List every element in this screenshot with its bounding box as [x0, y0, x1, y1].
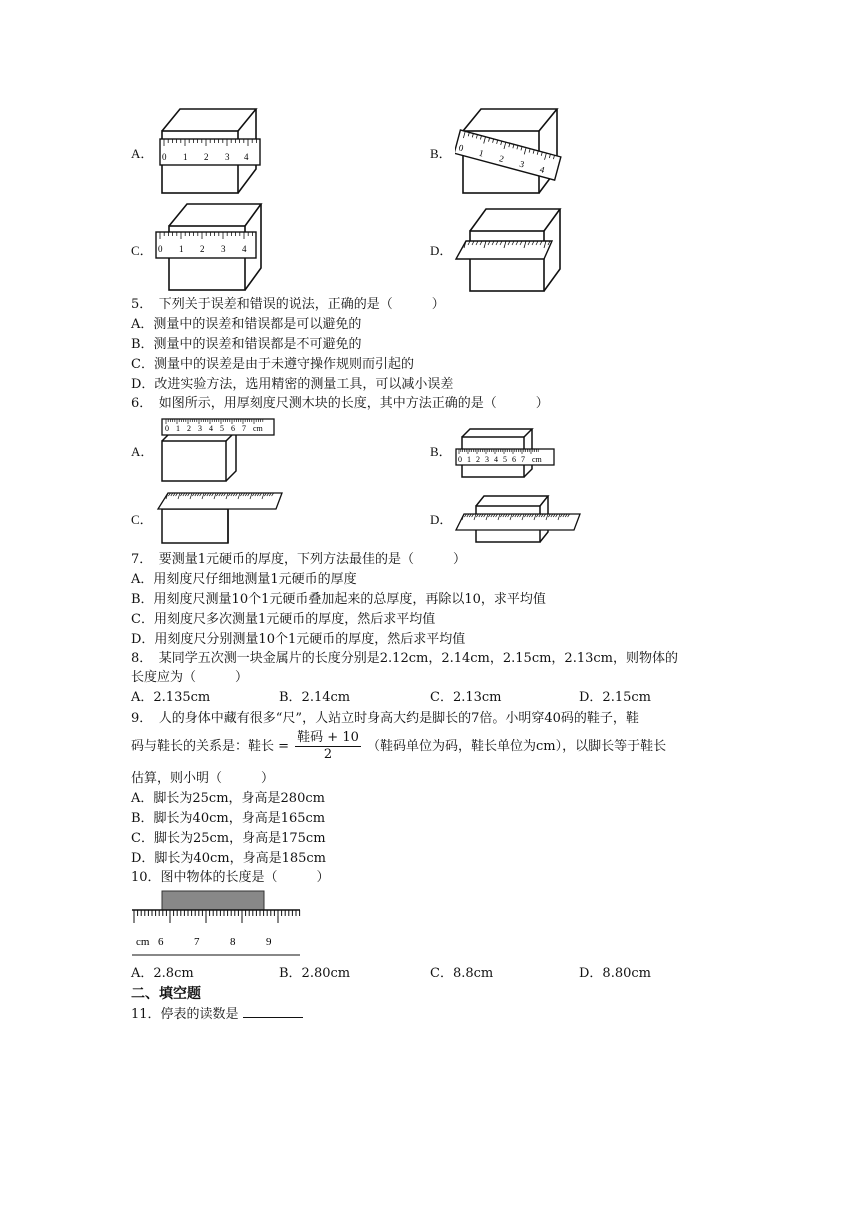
q8-option-c: C．2.13cm	[430, 690, 502, 705]
ruler-digit: 4	[242, 244, 247, 254]
ruler-digit: 0	[458, 455, 462, 464]
ruler-digit: 2	[200, 244, 205, 254]
q6-figure-d	[454, 492, 584, 544]
ruler-digit: 0	[457, 142, 465, 154]
q6-option-a-label: A．	[131, 444, 154, 459]
q9-stem-line3: 估算，则小明（ ）	[131, 771, 275, 786]
q7-option-d: D．用刻度尺分别测量10个1元硬币的厚度，然后求平均值	[131, 632, 466, 647]
ruler-digit: 7	[242, 424, 246, 433]
q8-option-b: B．2.14cm	[279, 690, 351, 705]
ruler-digit: 4	[244, 152, 249, 162]
q9-stem-line2	[131, 730, 666, 763]
q4-figure-c	[155, 200, 267, 296]
q4-figure-d	[452, 203, 567, 295]
ruler-digit: 5	[503, 455, 507, 464]
ruler-digit: 2	[187, 424, 191, 433]
q7-option-c: C．用刻度尺多次测量1元硬币的厚度，然后求平均值	[131, 612, 436, 627]
ruler-digit: 0	[165, 424, 169, 433]
q4-option-d-label: D．	[430, 243, 453, 258]
ruler-digit: 0	[162, 152, 167, 162]
section-heading: 二、填空题	[131, 986, 201, 1002]
ruler-digit: 7	[521, 455, 525, 464]
q9-option-a: A．脚长为25cm，身高是280cm	[131, 791, 325, 806]
ruler-digit: 2	[498, 153, 506, 165]
q11-stem: 11．停表的读数是	[131, 1007, 239, 1022]
ruler-digit: cm	[532, 455, 542, 464]
ruler-digit: 1	[467, 455, 471, 464]
q9-option-b: B．脚长为40cm，身高是165cm	[131, 811, 326, 826]
q9-stem-post: （鞋码单位为码，鞋长单位为cm），以脚长等于鞋长	[367, 739, 667, 754]
q10-option-a: A．2.8cm	[131, 966, 194, 981]
q10-ruler-labels	[136, 936, 272, 948]
q6-figure-b	[454, 425, 559, 481]
q9-fraction-numerator: 鞋码 + 10	[297, 730, 359, 745]
q6-option-d-label: D．	[430, 512, 453, 527]
ruler-digit: 0	[158, 244, 163, 254]
ruler-digit: 3	[485, 455, 489, 464]
q7-option-b: B．用刻度尺测量10个1元硬币叠加起来的总厚度，再除以10，求平均值	[131, 592, 546, 607]
q6-option-c-label: C．	[131, 512, 153, 527]
q8-option-a: A．2.135cm	[131, 690, 211, 705]
q11-answer-blank[interactable]	[243, 1005, 303, 1018]
q10-ruler-figure	[130, 889, 305, 961]
ruler-digit: 6	[231, 424, 235, 433]
ruler-digit: 3	[518, 158, 526, 170]
q9-fraction	[295, 730, 361, 763]
q9-stem-pre: 码与鞋长的关系是：鞋长 =	[131, 739, 290, 754]
ruler-digit: 5	[220, 424, 224, 433]
ruler-digit: 3	[198, 424, 202, 433]
q5-stem: 5． 下列关于误差和错误的说法，正确的是（ ）	[131, 297, 445, 312]
q9-fraction-denominator: 2	[323, 747, 333, 762]
q4-figure-a	[158, 105, 268, 197]
q4-figure-b	[455, 105, 565, 197]
ruler-digit: 2	[204, 152, 209, 162]
q11-line	[131, 1005, 303, 1024]
q5-option-b: B．测量中的误差和错误都是不可避免的	[131, 337, 362, 352]
q6-option-b-label: B．	[430, 444, 452, 459]
q4-option-c-label: C．	[131, 243, 153, 258]
ruler-label: 9	[266, 936, 272, 948]
ruler-digit: 2	[476, 455, 480, 464]
q10-option-c: C．8.8cm	[430, 966, 494, 981]
q8-stem-line2: 长度应为（ ）	[131, 670, 249, 685]
ruler-digit: 3	[225, 152, 230, 162]
q6-figure-a	[158, 417, 278, 483]
q5-option-d: D．改进实验方法，选用精密的测量工具，可以减小误差	[131, 377, 454, 392]
q8-stem-line1: 8． 某同学五次测一块金属片的长度分别是2.12cm，2.14cm，2.15cm，2.13cm，则物体的	[131, 651, 678, 666]
q6-stem: 6． 如图所示，用厚刻度尺测木块的长度，其中方法正确的是（ ）	[131, 396, 549, 411]
ruler-digit: 6	[512, 455, 516, 464]
q5-option-c: C．测量中的误差是由于未遵守操作规则而引起的	[131, 357, 414, 372]
ruler-digit: 1	[179, 244, 184, 254]
q9-option-c: C．脚长为25cm，身高是175cm	[131, 831, 326, 846]
q10-stem: 10．图中物体的长度是（ ）	[131, 870, 330, 885]
q9-option-d: D．脚长为40cm，身高是185cm	[131, 851, 326, 866]
ruler-digit: 4	[494, 455, 498, 464]
ruler-label: 8	[230, 936, 236, 948]
q8-option-d: D．2.15cm	[579, 690, 651, 705]
ruler-label: 6	[158, 936, 164, 948]
ruler-digit: 4	[209, 424, 213, 433]
ruler-digit: 4	[538, 164, 546, 175]
q4-option-b-label: B．	[430, 146, 452, 161]
ruler-digit: 1	[176, 424, 180, 433]
q9-stem-line1: 9． 人的身体中藏有很多“尺”，人站立时身高大约是脚长的7倍。小明穿40码的鞋子，鞋	[131, 711, 639, 726]
q7-stem: 7． 要测量1元硬币的厚度，下列方法最佳的是（ ）	[131, 552, 467, 567]
ruler-digit: 1	[477, 147, 485, 159]
ruler-label: 7	[194, 936, 200, 948]
q6-figure-c	[156, 487, 286, 545]
ruler-digit: cm	[253, 424, 263, 433]
q10-option-b: B．2.80cm	[279, 966, 351, 981]
q4-option-a-label: A．	[131, 146, 154, 161]
ruler-label-unit: cm	[136, 936, 150, 948]
ruler-digit: 3	[221, 244, 226, 254]
q5-option-a: A．测量中的误差和错误都是可以避免的	[131, 317, 362, 332]
q7-option-a: A．用刻度尺仔细地测量1元硬币的厚度	[131, 572, 357, 587]
ruler-digit: 1	[183, 152, 188, 162]
q10-option-d: D．8.80cm	[579, 966, 651, 981]
